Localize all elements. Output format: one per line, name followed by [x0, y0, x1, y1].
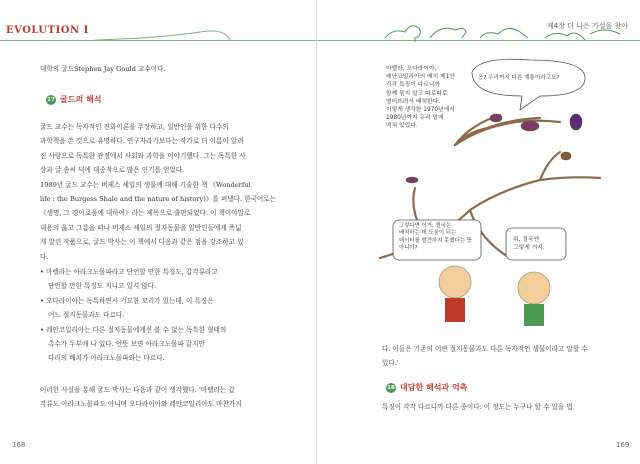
- section-title: 굴드의 해석: [60, 95, 102, 104]
- section-heading-gould: [46, 94, 101, 105]
- feature-bullet-list: • 마렐라는 아라크노몰파라고 단언할 만한 특징도, 갑각류라고 단언할 만한 특징도 지니고 있지 않다. • 오다라이아는 독특하면서 기묘한 꼬리가 있는데, 이 특징은 어느 절지동물과도 다르다. • 레안코일리아는 다른 절지동물에게선 볼 수 없는 독특한 형태의 촉수가 두부에 나 있다. 언뜻 보면 아라크노몰파 같지만 다리의 배치가 아라크노몰파와는 다르다.: [40, 268, 227, 363]
- intro-paragraph: 대학의 굴드Stephen Jay Gould 교수이다.: [40, 65, 166, 73]
- chapter-running-header: 제4장 더 나은 가설을 찾아: [547, 22, 628, 30]
- continuation-paragraph: 다. 이들은 기존의 어떤 절지동물과도 다른 독자적인 생물이라고 말할 수 있다.': [382, 345, 588, 368]
- section-number-badge: 17: [47, 96, 55, 103]
- bold-interpretation-paragraph: 특징이 각각 다르니까 다른 종이다. 이 정도는 누구나 할 수 있을 법: [382, 403, 573, 411]
- book-running-header: EVOLUTION I: [6, 25, 89, 36]
- character-left-icon: [439, 266, 471, 322]
- caption-hypothesis-1: 마렐라, 오다라이아, 레안코일리아의 배치 제1안 각각 특징이 다르니까 함께 묶지 말고 따로따로 떨어뜨려서 배치한다. 이렇게 생각한 1970년에서 1980년까지 유리 밑에 떡쳐 있었다.: [386, 66, 455, 130]
- speech-text-right: 뭐, 결국엔 그렇게 거지.: [513, 237, 545, 252]
- speech-bubble-top: [472, 59, 585, 110]
- section-heading-bold-interpretation: [386, 382, 467, 393]
- right-page-number: 169: [616, 441, 630, 449]
- character-right-icon: [518, 272, 550, 326]
- section-title: 대담한 해석과 억측: [400, 383, 468, 392]
- section-number-badge: 18: [387, 384, 395, 391]
- speech-text-middle: 그렇다면 이거, 결국은 배치하는 데 도움이 되는 데이터를 발견하지 못했다는 뜻 아니야?: [399, 223, 472, 252]
- speech-text-top: 응? 우리까지 다른 계통이라고요?: [478, 75, 560, 81]
- dinosaur-silhouettes-icon: [385, 26, 620, 42]
- conclusion-paragraph: 이러한 사실을 통해 굴드 박사는 다음과 같이 생각했다. '마렐라는 갑 각류도 아라크노몰파도 아니며 오다라이아와 레안코일리아도 마찬가지: [40, 386, 242, 409]
- left-page-number: 168: [12, 441, 26, 449]
- gould-paragraph: 굴드 교수는 독자적인 진화이론을 주장하고, 일반인을 위한 다수의 과학책을 쓴 것으로 유명하다. 연구자라기보다는 작가로 더 이름이 알려 진 사람으로 독특한 관점에서 사회와 과학을 이야기했다. 그는 독특한 사 상과 글 솜씨 덕에 대중적으로 많은 인기를 얻었다. 1989년 굴드 교수는 버제스 셰일의 생물에 대해 기술한 책 《Wonderful life : the Burgess Shale and the nature of history)》를 펴냈다. 한국어로는 《생명, 그 경이로움에 대하여》라는 제목으로 출판되었다. 이 책이야말로 내용의 옳고 그름을 떠나 버제스 셰일의 절지동물을 일반인들에게 폭넓 게 알린 작품으로, 굴드 박사는 이 책에서 다음과 같은 점을 강조하고 있 다.: [40, 123, 277, 261]
